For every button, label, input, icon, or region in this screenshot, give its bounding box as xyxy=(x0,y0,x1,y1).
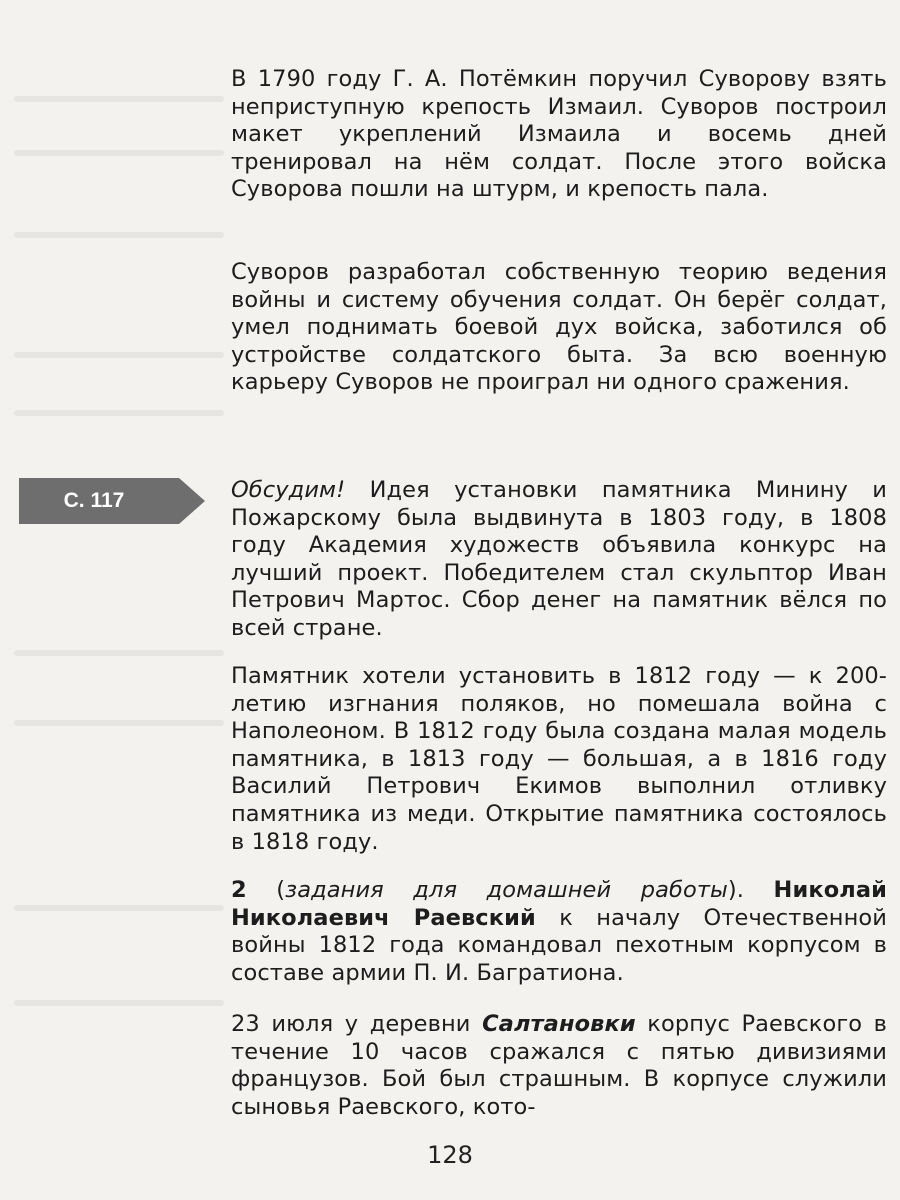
show-through-mark xyxy=(14,720,224,726)
page-number: 128 xyxy=(427,1141,473,1169)
paren-open: ( xyxy=(246,877,286,903)
paragraph-raevsky xyxy=(231,877,887,987)
raevsky-name: Николай Николаевич Раевский xyxy=(231,877,887,931)
paragraph-suvorov-theory: Суворов разработал собственную теорию ведения войны и систему обучения солдат. Он берёг солдат, умел поднимать боевой дух войска, заботился об устройстве солдатского быта. За всю военную карьеру Суворов не проиграл ни одного сражения. xyxy=(231,259,887,396)
homework-note: задания для домашней работы xyxy=(285,877,728,903)
task-number: 2 xyxy=(231,877,247,903)
page-reference-label: С. 117 xyxy=(63,489,125,512)
paragraph-discuss-monument xyxy=(231,477,887,643)
raevsky-text: к началу Отечественной войны 1812 года командовал пехотным корпусом в составе армии П. И. Багратиона. xyxy=(231,904,887,986)
show-through-mark xyxy=(14,150,224,156)
show-through-mark xyxy=(14,650,224,656)
page-reference-badge xyxy=(19,478,205,524)
paragraph-monument-history: Памятник хотели установить в 1812 году — к 200-летию изгнания поляков, но помешала война с Наполеоном. В 1812 году была создана малая модель памятника, в 1813 году — большая, а в 1816 году Василий Петрович Екимов выполнил отливку памятника из меди. Открытие памятника состоялось в 1818 году. xyxy=(231,663,887,855)
paragraph-izmail: В 1790 году Г. А. Потёмкин поручил Суворову взять неприступную крепость Измаил. Суворов построил макет укреплений Измаила и восемь дней тренировал на нём солдат. После этого войска Суворова пошли на штурм, и крепость пала. xyxy=(231,66,887,203)
show-through-mark xyxy=(14,905,224,911)
show-through-mark xyxy=(14,352,224,358)
saltanovka-name: Салтановки xyxy=(482,1011,636,1037)
discuss-text: Идея установки памятника Минину и Пожарскому была выдвинута в 1803 году, в 1808 году Академия художеств объявила конкурс на лучший проект. Победителем стал скульптор Иван Петрович Мартос. Сбор денег на памятник вёлся по всей стране. xyxy=(231,477,887,641)
discuss-lead: Обсудим! xyxy=(231,477,346,503)
show-through-mark xyxy=(14,1000,224,1006)
paragraph-saltanovka xyxy=(231,1011,887,1121)
paren-close: ). xyxy=(727,877,774,903)
show-through-mark xyxy=(14,410,224,416)
show-through-mark xyxy=(14,96,224,102)
show-through-mark xyxy=(14,232,224,238)
saltanovka-start: 23 июля у деревни xyxy=(231,1011,483,1037)
saltanovka-text: корпус Раевского в течение 10 часов сражался с пятью дивизиями французов. Бой был страшным. В корпусе служили сыновья Раевского, кото- xyxy=(231,1011,887,1120)
